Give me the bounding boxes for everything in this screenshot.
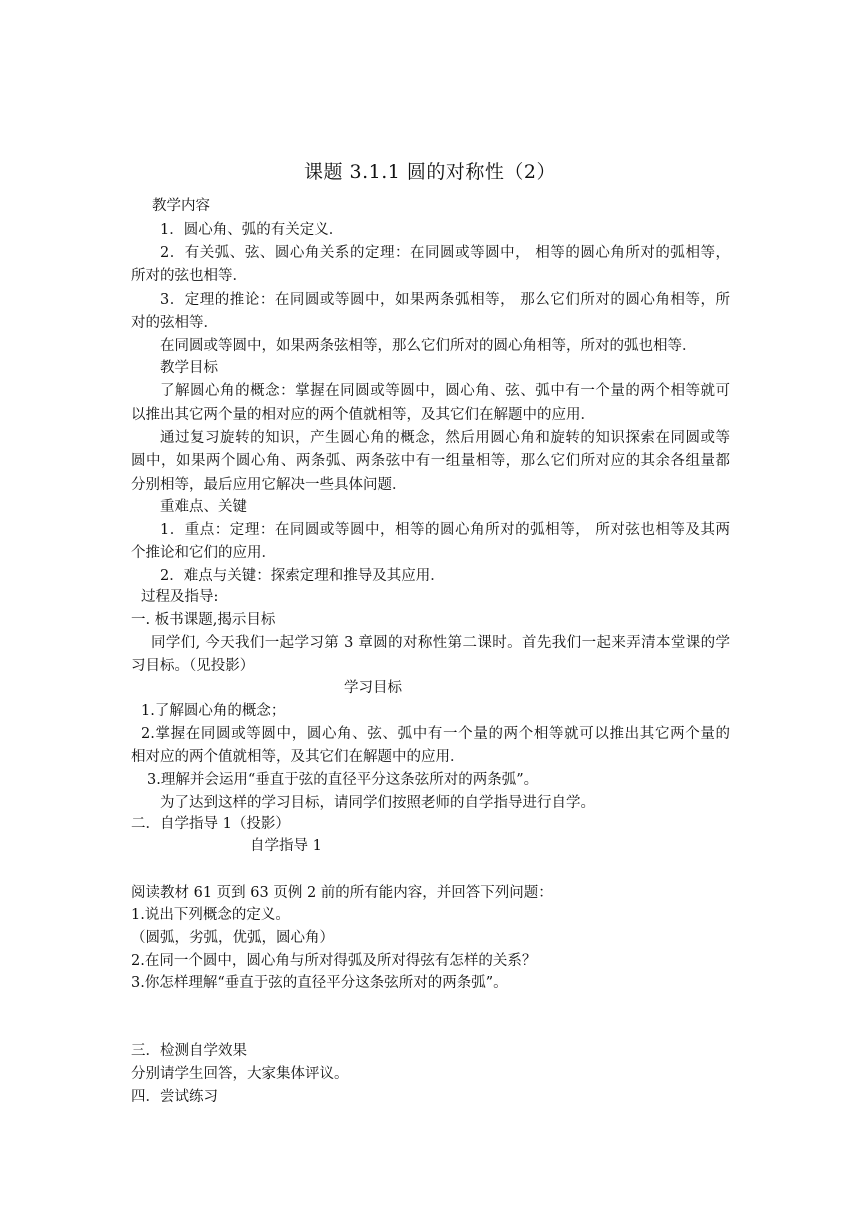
step-2-heading: 二．自学指导 1（投影） (131, 816, 290, 832)
learning-goal-2-line-2: 相对应的两个值就相等，及其它们在解题中的应用． (131, 749, 465, 765)
step-3-heading: 三．检测自学效果 (131, 1043, 247, 1059)
section-heading-process: 过程及指导: (141, 589, 219, 605)
content-item-2-line-1: 2．有关弧、弦、圆心角关系的定理：在同圆或等圆中， 相等的圆心角所对的弧相等， (160, 245, 730, 261)
goal-para-1-line-1: 了解圆心角的概念：掌握在同圆或等圆中，圆心角、弦、弧中有一个量的两个相等就可 (160, 383, 730, 399)
question-1: 1.说出下列概念的定义。 (131, 907, 290, 923)
self-study-instruction: 阅读教材 61 页到 63 页例 2 前的所有能内容，并回答下列问题： (131, 885, 553, 901)
self-study-guide-heading: 自学指导 1 (250, 838, 322, 854)
goal-para-1-line-2: 以推出其它两个量的相对应的两个值就相等，及其它们在解题中的应用． (131, 407, 595, 423)
step-1-heading: 一. 板书课题,揭示目标 (131, 612, 276, 628)
key-point-2: 2．难点与关键：探索定理和推导及其应用． (160, 568, 445, 584)
step-1-para-line-1: 同学们, 今天我们一起学习第 3 章圆的对称性第二课时。首先我们一起来弄清本堂课的学 (151, 635, 730, 651)
section-heading-teaching-goals: 教学目标 (160, 360, 218, 376)
learning-goal-1: 1.了解圆心角的概念； (141, 703, 286, 719)
goal-para-2-line-1: 通过复习旋转的知识，产生圆心角的概念，然后用圆心角和旋转的知识探索在同圆或等 (160, 430, 730, 446)
learning-goals-heading: 学习目标 (344, 680, 402, 696)
question-1-terms: （圆弧，劣弧，优弧，圆心角） (131, 930, 334, 946)
step-3-text: 分别请学生回答，大家集体评议。 (131, 1066, 349, 1082)
section-heading-key-points: 重难点、关键 (160, 499, 247, 515)
question-2: 2.在同一个圆中，圆心角与所对得弧及所对得弦有怎样的关系？ (131, 953, 537, 969)
section-heading-teaching-content: 教学内容 (152, 198, 210, 214)
goal-para-2-line-2: 圆中，如果两个圆心角、两条弧、两条弦中有一组量相等，那么它们所对应的其余各组量都 (131, 453, 730, 469)
page-title: 课题 3.1.1 圆的对称性（2） (303, 161, 556, 183)
learning-goals-closing: 为了达到这样的学习目标，请同学们按照老师的自学指导进行自学。 (160, 795, 595, 811)
step-4-heading: 四．尝试练习 (131, 1089, 218, 1105)
key-point-1-line-2: 个推论和它们的应用． (131, 545, 276, 561)
content-item-2-line-2: 所对的弦也相等． (131, 268, 247, 284)
goal-para-2-line-3: 分别相等，最后应用它解决一些具体问题． (131, 477, 407, 493)
key-point-1-line-1: 1．重点：定理：在同圆或等圆中，相等的圆心角所对的弧相等， 所对弦也相等及其两 (160, 522, 730, 538)
learning-goal-3: 3.理解并会运用“垂直于弦的直径平分这条弦所对的两条弧”。 (147, 772, 539, 788)
content-item-1: 1．圆心角、弧的有关定义． (160, 222, 344, 238)
content-item-3-line-1: 3．定理的推论：在同圆或等圆中，如果两条弧相等， 那么它们所对的圆心角相等，所 (160, 292, 730, 308)
learning-goal-2-line-1: 2.掌握在同圆或等圆中，圆心角、弦、弧中有一个量的两个相等就可以推出其它两个量的 (141, 726, 730, 742)
content-item-3-line-2: 对的弦相等． (131, 315, 218, 331)
question-3: 3.你怎样理解“垂直于弦的直径平分这条弦所对的两条弧”。 (131, 975, 508, 991)
step-1-para-line-2: 习目标。（见投影） (131, 658, 255, 674)
content-corollary: 在同圆或等圆中，如果两条弦相等，那么它们所对的圆心角相等，所对的弧也相等． (160, 338, 697, 354)
